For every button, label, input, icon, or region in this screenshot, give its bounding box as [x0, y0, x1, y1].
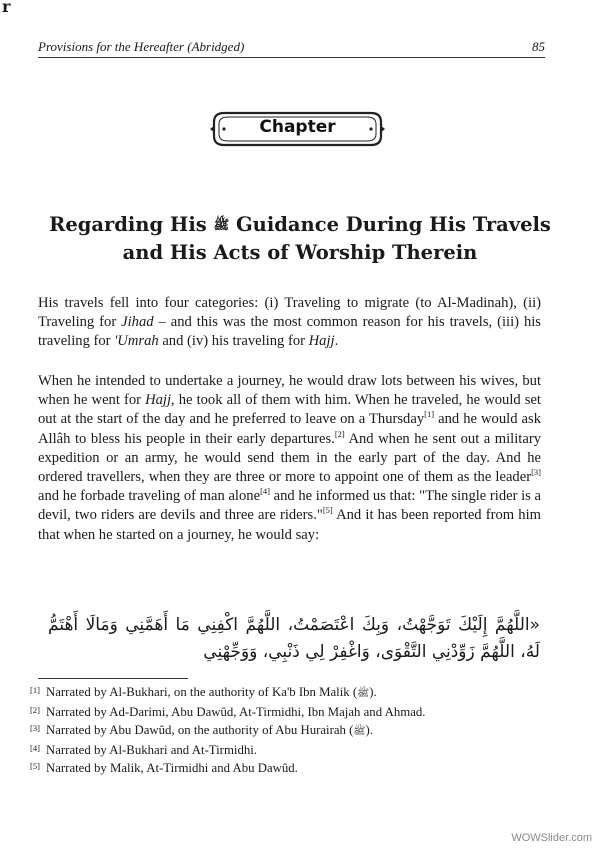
term-hajj: Hajj — [145, 392, 172, 409]
footnote-text — [46, 722, 540, 741]
text-run: ). — [365, 723, 373, 737]
text-run: and he informed us that: "The single rider is a devil, two riders are devils and three are riders." — [38, 488, 541, 524]
footnote-divider — [38, 678, 188, 679]
footnote-text: Narrated by Malik, At-Tirmidhi and Abu Dawûd. — [46, 761, 298, 775]
running-header — [38, 36, 545, 58]
footnote-item — [30, 684, 540, 703]
footnote-number: [1] — [30, 685, 40, 695]
arabic-supplication: «اللَّهُمَّ إِلَيْكَ تَوَجَّهْتُ، وَبِكَ اعْتَصَمْتُ، اللَّهُمَّ اكْفِنِي مَا أَهَمَّنِي وَمَالَا أَهْتَمُّ لَهُ، اللَّهُمَّ زَوِّدْنِي التَّقْوَى، وَاغْفِرْ لِي ذَنْبِي، وَوَجِّهْنِي — [48, 615, 540, 662]
text-run: . — [334, 333, 339, 350]
footnote-ref-2[interactable]: [2] — [334, 428, 345, 439]
term-hajj: Hajj — [308, 333, 335, 350]
text-run: And when he sent out a military expedition or an army, he would send them in the early part of the day. And he ordered travellers, when they are three or more to appoint one of them as the leader — [38, 430, 541, 486]
footnote-number: [4] — [30, 742, 40, 753]
footnote-item — [30, 742, 540, 760]
footnote-item — [30, 704, 540, 722]
chapter-title — [40, 211, 560, 266]
chapter-title-part-2: Guidance During His Travels and His Acts of Worship Therein — [122, 213, 551, 265]
text-run: Narrated by Al-Bukhari, on the authority of Ka'b Ibn Malik ( — [46, 685, 358, 699]
text-run: and he would ask Allâh to bless his people in their early departures. — [38, 411, 541, 447]
text-run: , he took all of them with him. When he traveled, he would set out at the start of the day and he preferred to leave on a Thursday — [38, 392, 541, 428]
honorific-icon: ﷺ — [353, 726, 366, 737]
footnote-item — [30, 722, 540, 741]
text-run: – and this was the most common reason for his travels, (iii) his traveling for — [38, 314, 541, 350]
text-run: And it has been reported from him that when he started on a journey, he would say: — [38, 507, 541, 543]
page-number: 85 — [532, 39, 545, 54]
footnote-number: [3] — [30, 723, 40, 733]
text-run: When he intended to undertake a journey, he would draw lots between his wives, but when he went for — [38, 373, 541, 409]
footnote-list — [30, 684, 540, 779]
footnote-text: Narrated by Al-Bukhari and At-Tirmidhi. — [46, 742, 258, 757]
chapter-label: Chapter — [259, 117, 336, 137]
text-run: and (iv) his traveling for — [158, 333, 309, 350]
term-jihad: Jihad — [121, 314, 154, 331]
honorific-icon: ﷺ — [357, 688, 370, 699]
text-run: Narrated by Abu Dawûd, on the authority of Abu Hurairah ( — [46, 723, 354, 737]
footnote-text — [46, 684, 540, 703]
footnote-ref-5[interactable]: [5] — [322, 505, 333, 516]
chapter-banner — [210, 110, 385, 148]
corner-mark: r — [2, 0, 11, 16]
salutation-ligature-icon: ﷺ — [213, 218, 230, 234]
footnote-item — [30, 760, 540, 778]
book-title: Provisions for the Hereafter (Abridged) — [38, 39, 245, 54]
text-run: and he forbade traveling of man alone — [38, 488, 261, 505]
footnote-text: Narrated by Ad-Darimi, Abu Dawûd, At-Tirmidhi, Ibn Majah and Ahmad. — [46, 704, 426, 719]
chapter-title-part-1: Regarding His — [49, 213, 214, 237]
paragraph-travel-categories — [38, 294, 541, 352]
text-run: His travels fell into four categories: (i) Traveling to migrate (to Al-Madinah), (ii) Traveling for — [38, 295, 541, 331]
watermark: WOWSlider.com — [511, 832, 592, 844]
text-run: ). — [369, 685, 377, 699]
footnote-ref-4[interactable]: [4] — [260, 486, 270, 497]
paragraph-journey-practices — [38, 372, 541, 545]
footnote-number: [5] — [30, 761, 40, 771]
term-umrah: 'Umrah — [114, 333, 159, 350]
footnote-number: [2] — [30, 704, 40, 715]
footnote-ref-3[interactable]: [3] — [531, 467, 541, 478]
footnote-ref-1[interactable]: [1] — [424, 409, 435, 420]
